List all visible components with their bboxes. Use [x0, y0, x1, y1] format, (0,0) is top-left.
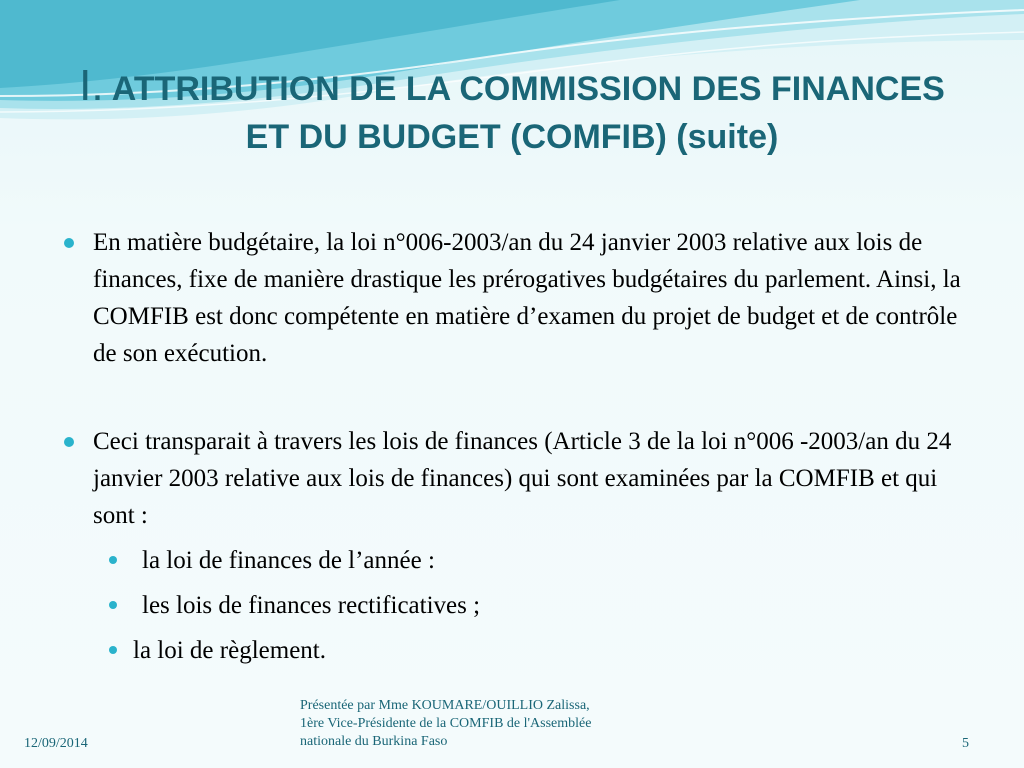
footer-presenter: [300, 697, 700, 751]
sub-bullet-item: [64, 542, 964, 579]
title-numeral: I.: [79, 61, 104, 110]
spacer: [64, 372, 964, 423]
sub-bullet-text: la loi de règlement.: [133, 637, 326, 664]
footer-date: 12/09/2014: [24, 736, 88, 751]
bullet-text: Ceci transparait à travers les lois de finances (Article 3 de la loi n°006 -2003/an du 24 janvier 2003 relative aux lois de finances) qui sont examinées par la COMFIB et qui sont :: [93, 428, 952, 529]
sub-bullet-text: les lois de finances rectificatives ;: [142, 592, 481, 619]
page-number: 5: [962, 736, 969, 751]
sub-bullet-item: [64, 632, 964, 669]
bullet-dot-icon: [64, 238, 74, 248]
presenter-line: nationale du Burkina Faso: [300, 734, 448, 749]
bullet-item: [64, 423, 964, 534]
sub-bullet-item: [64, 587, 964, 624]
bullet-dot-icon: [64, 437, 74, 447]
presenter-line: 1ère Vice-Présidente de la COMFIB de l'Assemblée: [300, 716, 592, 731]
sub-bullet-dot-icon: [109, 601, 117, 609]
sub-bullet-dot-icon: [109, 556, 117, 564]
bullet-item: [64, 224, 964, 372]
sub-bullet-text: la loi de finances de l’année :: [142, 547, 435, 574]
title-text: ATTRIBUTION DE LA COMMISSION DES FINANCES ET DU BUDGET (COMFIB) (suite): [103, 70, 945, 156]
slide-body: [64, 224, 964, 669]
slide-title: [60, 62, 964, 161]
sub-bullet-dot-icon: [109, 646, 117, 654]
presenter-line: Présentée par Mme KOUMARE/OUILLIO Zalissa,: [300, 698, 590, 713]
bullet-text: En matière budgétaire, la loi n°006-2003/an du 24 janvier 2003 relative aux lois de finances, fixe de manière drastique les prérogatives budgétaires du parlement. Ainsi, la COMFIB est donc compétente en matière d’examen du projet de budget et de contrôle de son exécution.: [93, 229, 961, 367]
